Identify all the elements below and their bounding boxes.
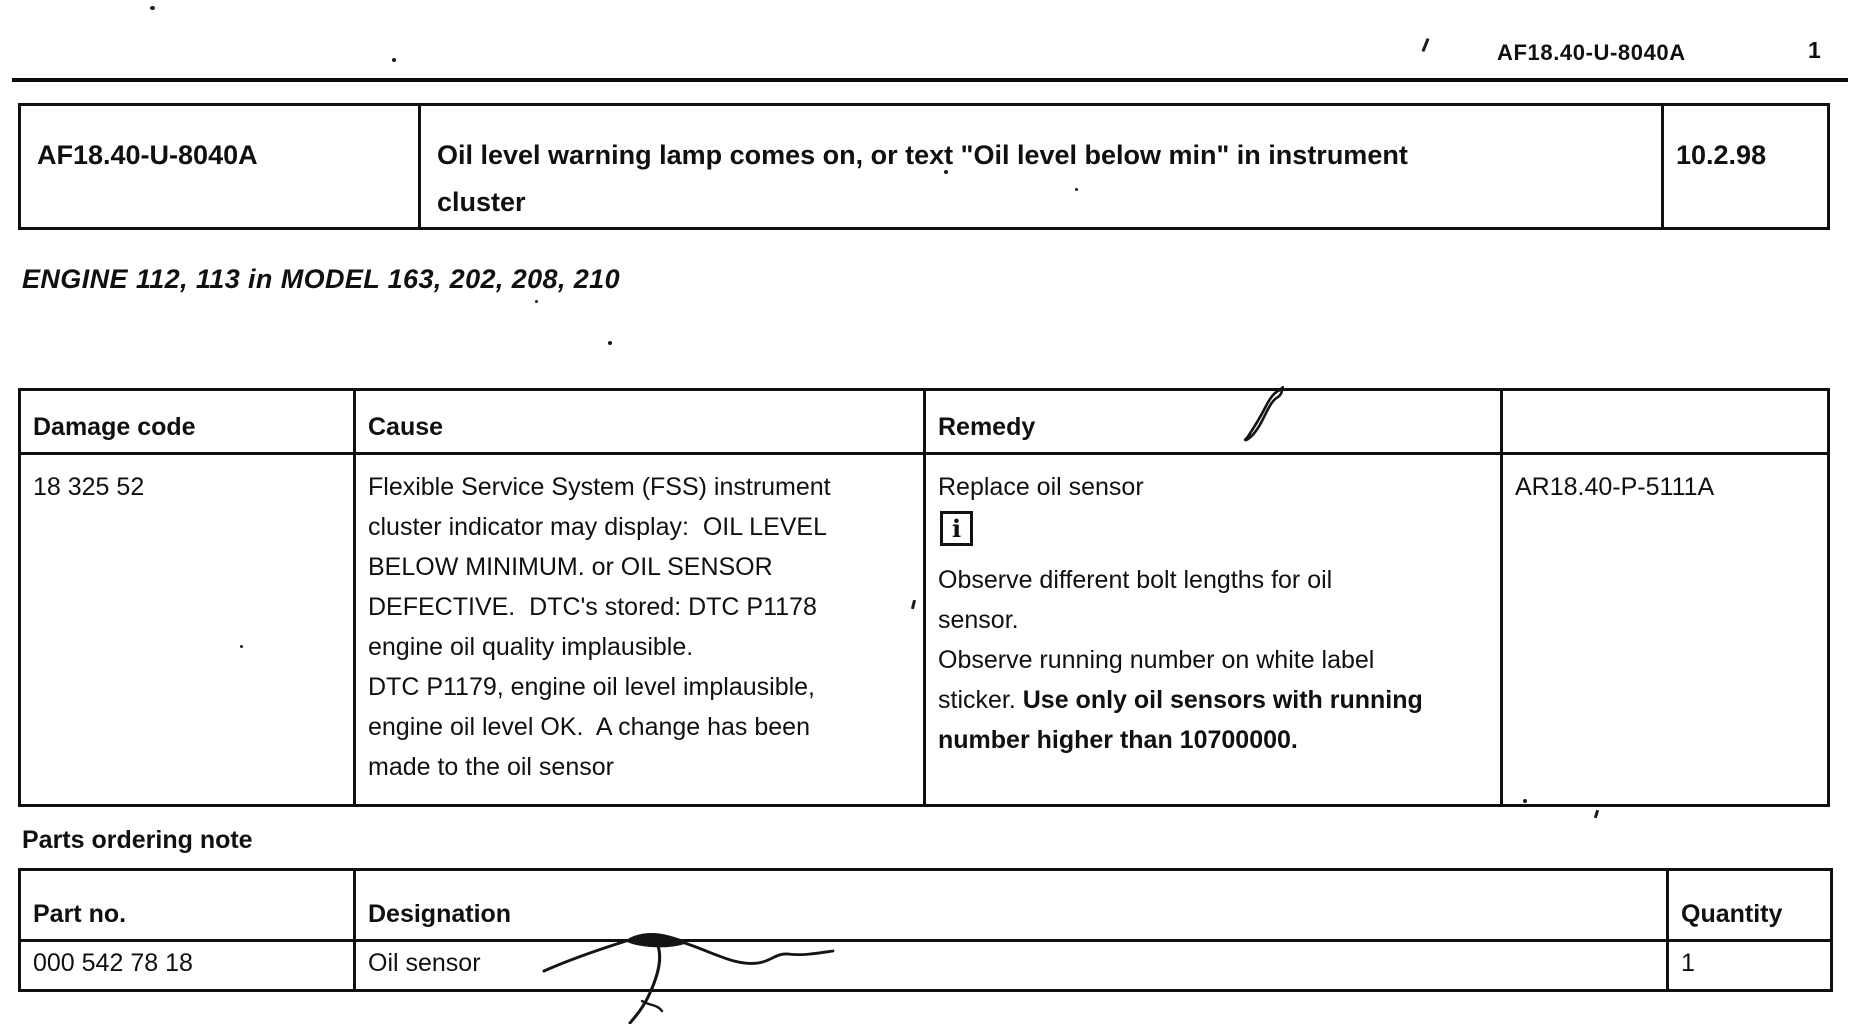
- text-line: cluster indicator may display: OIL LEVEL: [368, 513, 827, 541]
- title-line-2: cluster: [437, 187, 526, 217]
- pen-scribble-parts-table: [530, 925, 850, 1024]
- corner-doc-code: AF18.40-U-8040A: [1497, 40, 1686, 65]
- damage-table-header-cause: Cause: [353, 391, 923, 455]
- title-doc-code-cell: AF18.40-U-8040A: [37, 140, 258, 170]
- parts-table-header-quantity: Quantity: [1666, 871, 1830, 942]
- remedy-cell: [923, 455, 1500, 804]
- damage-table-header-damage-code: Damage code: [21, 391, 353, 455]
- parts-ordering-note-heading: Parts ordering note: [22, 826, 253, 854]
- scan-speck: [1421, 38, 1429, 52]
- text-line: engine oil level OK. A change has been: [368, 713, 810, 741]
- title-date-cell: 10.2.98: [1661, 106, 1827, 227]
- text-line: DTC P1179, engine oil level implausible,: [368, 673, 815, 701]
- top-rule-divider: [12, 78, 1848, 82]
- parts-table-header-part-no: Part no.: [21, 871, 353, 942]
- pen-scribble-remedy-header: [1235, 380, 1315, 450]
- damage-code-cell: 18 325 52: [33, 473, 145, 501]
- info-boxed-i-icon: i: [940, 511, 973, 546]
- remedy-note2-line2-normal: sticker.: [938, 686, 1023, 714]
- engine-model-heading: ENGINE 112, 113 in MODEL 163, 202, 208, 210: [22, 264, 621, 294]
- remedy-note1-lines: [938, 560, 1490, 640]
- scan-speck: [150, 6, 155, 10]
- title-block-table: [18, 103, 1830, 230]
- text-line: engine oil quality implausible.: [368, 633, 694, 661]
- damage-table-header-remedy: Remedy: [923, 391, 1500, 455]
- remedy-note2-line1: Observe running number on white label: [938, 646, 1375, 674]
- parts-table-header-designation: Designation: [353, 871, 1666, 942]
- text-line: DEFECTIVE. DTC's stored: DTC P1178: [368, 593, 817, 621]
- quantity-cell: 1: [1666, 942, 1830, 989]
- scan-speck: [1594, 810, 1599, 819]
- scan-speck: [392, 58, 396, 62]
- title-text-cell: [418, 106, 1661, 227]
- text-line: BELOW MINIMUM. or OIL SENSOR: [368, 553, 773, 581]
- scan-speck: [1523, 799, 1527, 803]
- damage-code-table: [18, 388, 1830, 807]
- remedy-notes: [938, 560, 1490, 760]
- parts-table: [18, 868, 1833, 992]
- text-line: Observe different bolt lengths for oil: [938, 566, 1333, 594]
- text-line: Flexible Service System (FSS) instrument: [368, 473, 831, 501]
- remedy-note2-line2: [938, 680, 1490, 720]
- scan-speck: [944, 170, 948, 174]
- remedy-note2-line3: number higher than 10700000.: [938, 726, 1298, 754]
- title-line-1: Oil level warning lamp comes on, or text "Oil level below min" in instrument: [437, 140, 1408, 170]
- corner-page-number: 1: [1808, 37, 1821, 63]
- part-no-cell: 000 542 78 18: [33, 949, 193, 977]
- remedy-action-text: Replace oil sensor: [938, 473, 1144, 501]
- text-line: sensor.: [938, 606, 1019, 634]
- designation-cell: Oil sensor: [353, 942, 1666, 989]
- text-line: made to the oil sensor: [368, 753, 614, 781]
- scan-speck: [608, 341, 612, 345]
- damage-table-header-blank: [1500, 391, 1827, 455]
- scan-speck: [240, 645, 243, 648]
- cause-cell: [353, 455, 923, 804]
- remedy-note2-line2-bold: Use only oil sensors with running: [1022, 686, 1423, 714]
- ref-document-cell: AR18.40-P-5111A: [1500, 455, 1827, 804]
- scan-speck: [535, 300, 538, 303]
- scan-speck: [1075, 188, 1078, 191]
